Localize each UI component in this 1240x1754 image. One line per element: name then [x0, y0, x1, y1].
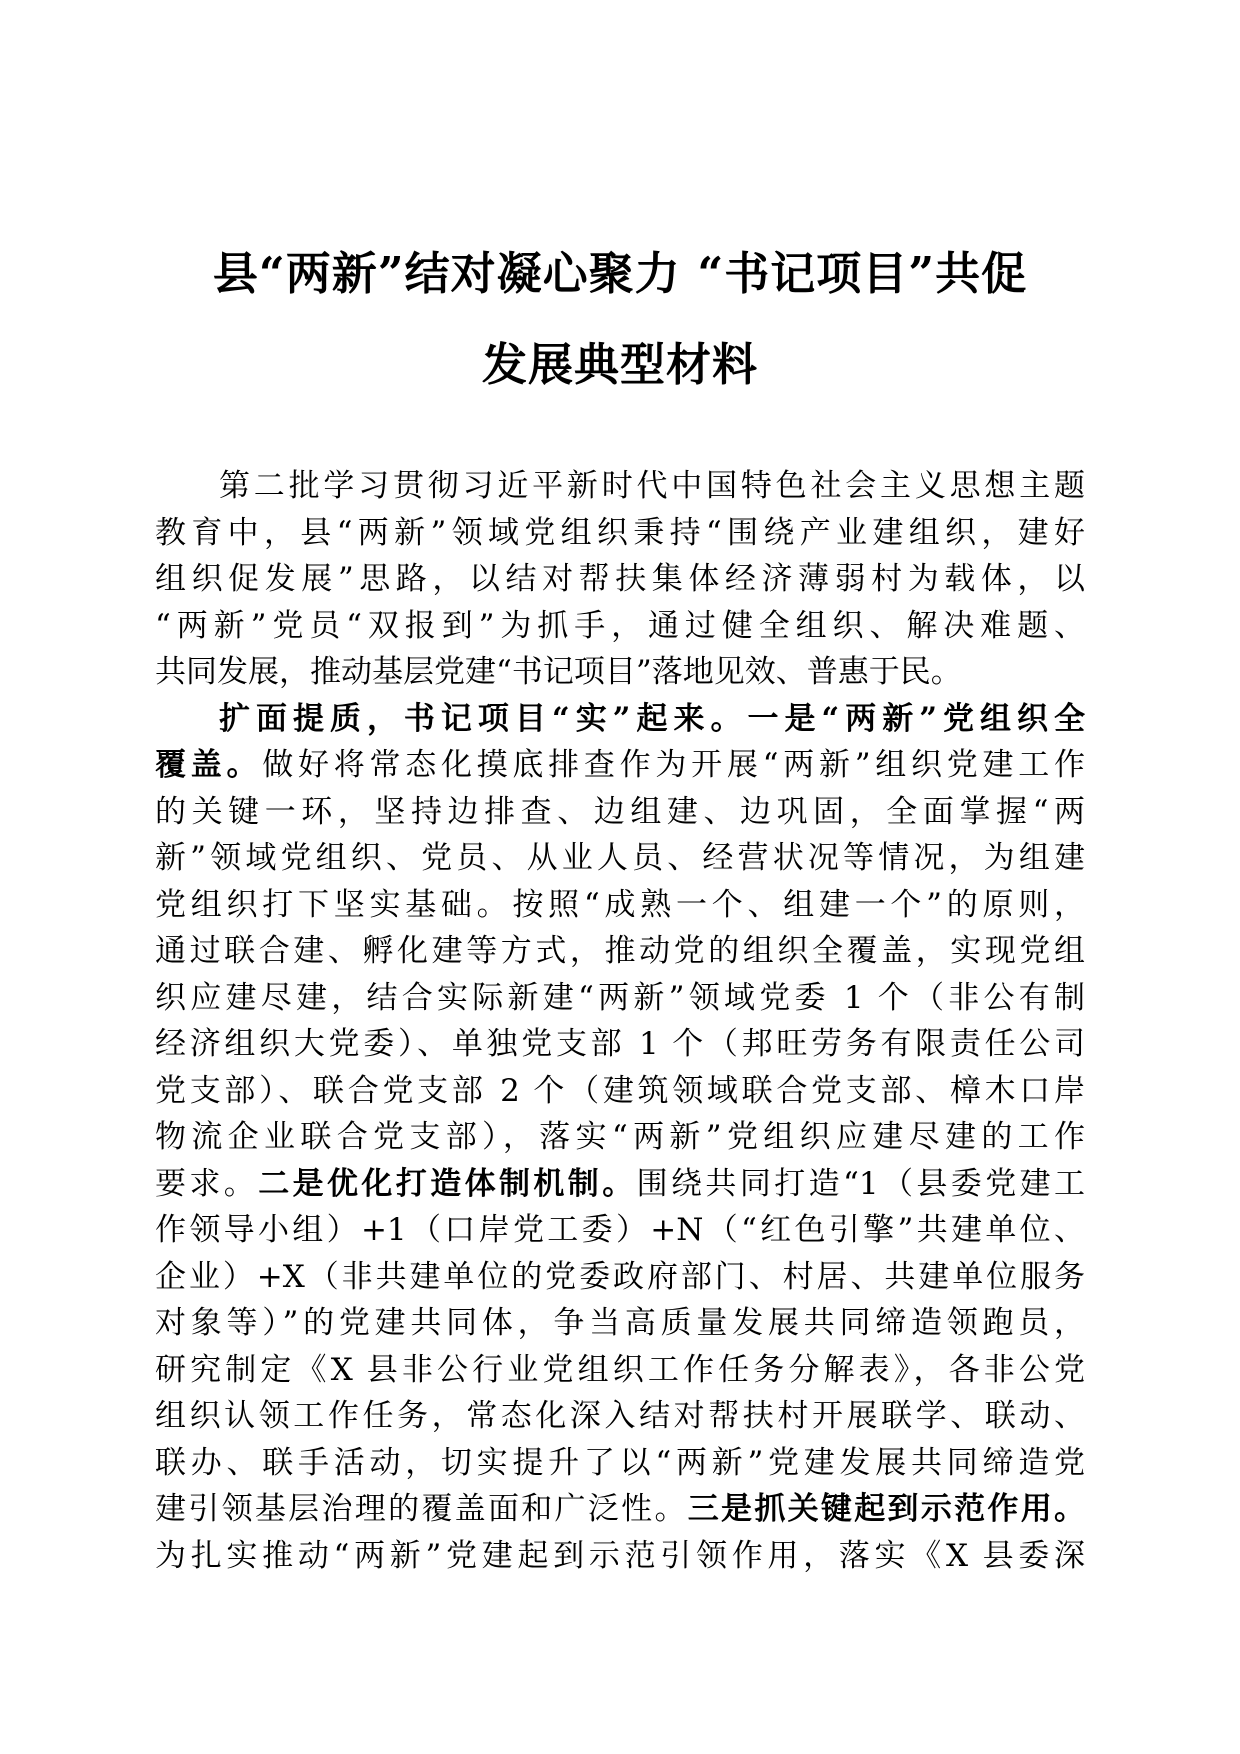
paragraph-1-line-5: 共同发展，推动基层党建“书记项目”落地见效、普惠于民。 — [155, 654, 962, 690]
paragraph-2-line-15: 研究制定《X 县非公行业党组织工作任务分解表》，各非公党 — [155, 1351, 1085, 1388]
title-line-1: 县“两新”结对凝心聚力 “书记项目”共促 — [212, 247, 1028, 300]
paragraph-2-line-8: 经济组织大党委）、单独党支部 1 个（邦旺劳务有限责任公司 — [155, 1026, 1085, 1062]
document-body — [155, 463, 1085, 1579]
subheading-1-end: 覆盖。 — [155, 747, 263, 783]
paragraph-2-line-19: 为扎实推动“两新”党建起到示范引领作用，落实《X 县委深 — [155, 1537, 1085, 1574]
paragraph-2-line-3: 的关键一环，坚持边排查、边组建、边巩固，全面掌握“两 — [155, 793, 1085, 830]
paragraph-2-line-2 — [155, 742, 1085, 789]
paragraph-2-line-7: 织应建尽建，结合实际新建“两新”领域党委 1 个（非公有制 — [155, 979, 1085, 1016]
paragraph-2-line-5: 党组织打下坚实基础。按照“成熟一个、组建一个”的原则， — [155, 886, 1085, 923]
paragraph-2-line-14: 对象等）”的党建共同体，争当高质量发展共同缔造领跑员， — [155, 1305, 1085, 1341]
title-line-2: 发展典型材料 — [481, 338, 758, 391]
paragraph-1-line-3: 组织促发展”思路，以结对帮扶集体经济薄弱村为载体，以 — [155, 561, 1085, 597]
paragraph-2-line-11 — [155, 1161, 1085, 1208]
paragraph-2-line-11-rest: 围绕共同打造“1（县委党建工 — [636, 1165, 1086, 1202]
paragraph-1-line-1: 第二批学习贯彻习近平新时代中国特色社会主义思想主题 — [219, 468, 1085, 504]
paragraph-2-line-12: 作领导小组）+1（口岸党工委）+N（“红色引擎”共建单位、 — [155, 1212, 1085, 1248]
paragraph-2-heading-line: 扩面提质，书记项目“实”起来。一是“两新”党组织全 — [219, 700, 1085, 737]
paragraph-1-line-4: “两新”党员“双报到”为抓手，通过健全组织、解决难题、 — [155, 607, 1085, 644]
paragraph-2-line-16: 组织认领工作任务，常态化深入结对帮扶村开展联学、联动、 — [155, 1398, 1085, 1434]
paragraph-1-line-2: 教育中，县“两新”领域党组织秉持“围绕产业建组织，建好 — [155, 514, 1085, 551]
paragraph-2-line-11-pre: 要求。 — [155, 1165, 259, 1202]
paragraph-2-line-10: 物流企业联合党支部），落实“两新”党组织应建尽建的工作 — [155, 1119, 1085, 1155]
paragraph-2-line-9: 党支部）、联合党支部 2 个（建筑领域联合党支部、樟木口岸 — [155, 1072, 1085, 1109]
paragraph-2-line-6: 通过联合建、孵化建等方式，推动党的组织全覆盖，实现党组 — [155, 933, 1085, 969]
document-title — [150, 228, 1090, 410]
subheading-3: 三是抓关键起到示范作用。 — [687, 1491, 1086, 1527]
paragraph-2-line-18-pre: 建引领基层治理的覆盖面和广泛性。 — [155, 1491, 688, 1527]
paragraph-2-line-2-text: 做好将常态化摸底排查作为开展“两新”组织党建工作 — [262, 747, 1085, 783]
paragraph-2-line-18 — [155, 1486, 1085, 1533]
paragraph-2-line-13: 企业）+X（非共建单位的党委政府部门、村居、共建单位服务 — [155, 1258, 1085, 1295]
paragraph-2-line-4: 新”领域党组织、党员、从业人员、经营状况等情况，为组建 — [155, 840, 1085, 876]
paragraph-2-line-17: 联办、联手活动，切实提升了以“两新”党建发展共同缔造党 — [155, 1444, 1085, 1481]
subheading-2: 二是优化打造体制机制。 — [258, 1165, 637, 1202]
